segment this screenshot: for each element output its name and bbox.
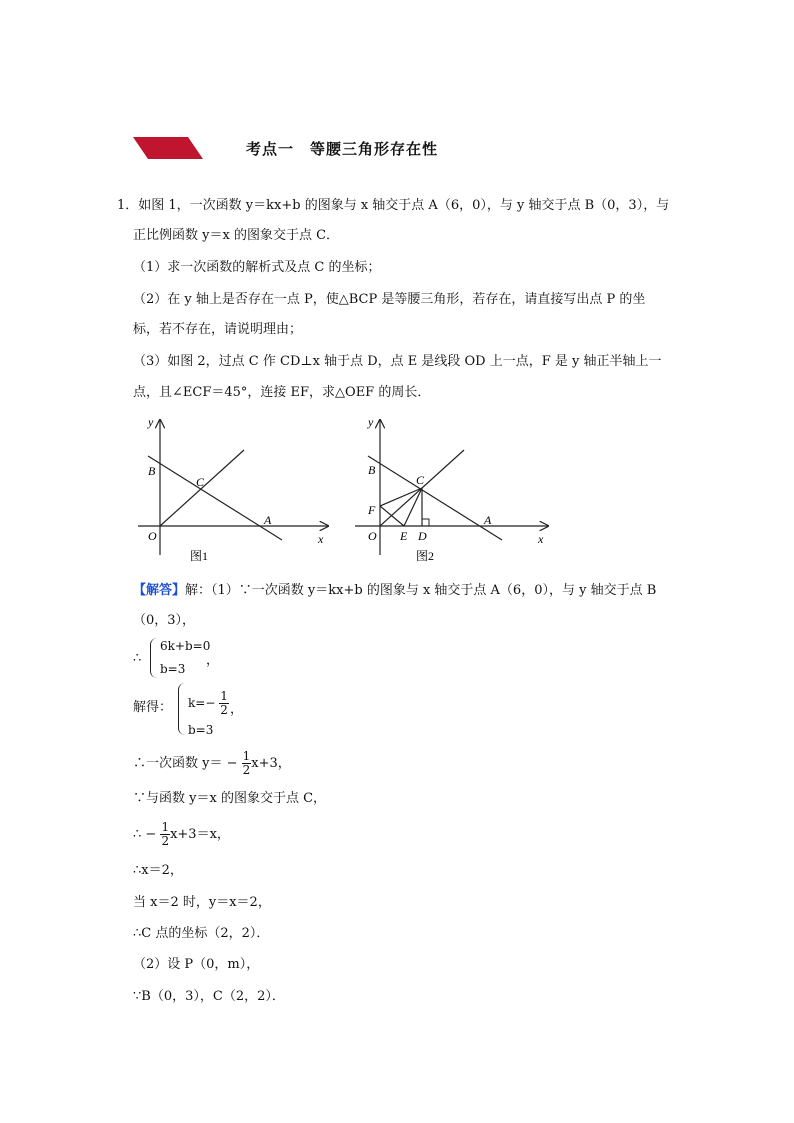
- fraction-denominator: 2: [220, 703, 228, 717]
- fraction-denominator: 2: [242, 763, 251, 777]
- solution-line-1: [133, 582, 656, 600]
- point-e-label: E: [400, 529, 408, 543]
- origin-label: O: [148, 529, 157, 543]
- point-d-label: D: [418, 529, 427, 543]
- line-ab: [368, 456, 502, 540]
- solution-line-2: （0，3），: [133, 613, 196, 628]
- figure-2-caption: 图2: [416, 549, 435, 563]
- point-b-label: B: [368, 463, 376, 477]
- problem-line-7: 点，且∠ECF＝45°，连接 EF，求△OEF 的周长．: [133, 385, 431, 400]
- figure-2: [350, 410, 560, 575]
- system-1-brace: [150, 638, 157, 678]
- solution-line-12: ∵B（0，3），C（2，2）．: [133, 989, 285, 1004]
- solution-line-9: 当 x＝2 时，y＝x＝2，: [133, 895, 271, 910]
- fraction-one-half: [219, 690, 229, 717]
- point-f-label: F: [368, 503, 376, 517]
- segment-ce: [404, 488, 422, 526]
- system-1-eq-2: b=3: [160, 662, 186, 676]
- solved-label: 解得：: [133, 700, 173, 715]
- section-title: 考点一 等腰三角形存在性: [246, 140, 439, 158]
- solution-line-6: ∵与函数 y＝x 的图象交于点 C，: [133, 791, 327, 806]
- x-axis-label: x: [538, 532, 544, 546]
- line-ab: [148, 456, 282, 540]
- problem-line-1: 1．如图 1，一次函数 y＝kx+b 的图象与 x 轴交于点 A（6，0），与 y 轴交于点 B（0，3），与: [117, 198, 670, 213]
- section-banner-shape: [133, 137, 203, 159]
- x-axis-label: x: [318, 532, 324, 546]
- therefore-sign-1: ∴: [133, 651, 142, 666]
- fraction-one-half: [160, 821, 170, 848]
- problem-line-3: （1）求一次函数的解析式及点 C 的坐标；: [133, 260, 381, 275]
- fraction-one-half: [242, 750, 252, 777]
- fraction-numerator: 1: [161, 820, 170, 834]
- figure-1-caption: 图1: [190, 549, 209, 563]
- system-1-comma: ，: [206, 653, 220, 668]
- solution-line-8: ∴x＝2，: [133, 863, 183, 878]
- line-7-suffix: x+3＝x，: [170, 827, 230, 842]
- system-2-k: k=−: [188, 696, 216, 710]
- line-7-prefix: ∴ −: [133, 827, 157, 842]
- system-2-eq-2: b=3: [188, 723, 214, 737]
- system-2-comma: ，: [230, 702, 244, 717]
- y-axis-label: y: [368, 415, 374, 429]
- y-axis-label: y: [148, 415, 154, 429]
- segment-cf: [380, 488, 422, 506]
- point-a-label: A: [484, 513, 492, 527]
- fraction-denominator: 2: [161, 834, 170, 848]
- system-2-brace: [178, 683, 185, 735]
- equation-prefix: ∴一次函数 y＝ −: [133, 756, 238, 771]
- equation-suffix: x+3，: [251, 756, 291, 771]
- system-1-eq-1: 6k+b=0: [160, 639, 211, 653]
- origin-label: O: [368, 529, 377, 543]
- system-2-eq-1: [188, 690, 229, 717]
- point-c-label: C: [196, 475, 205, 489]
- solution-line-1-text: 解：（1）∵一次函数 y＝kx+b 的图象与 x 轴交于点 A（6，0），与 y 轴交于点 B: [185, 583, 657, 598]
- fraction-numerator: 1: [242, 749, 251, 763]
- point-c-label: C: [416, 473, 425, 487]
- figure-1: [130, 410, 340, 575]
- answer-tag: 【解答】: [133, 583, 186, 598]
- solution-equation-line: [133, 750, 291, 777]
- solution-line-7: [133, 821, 230, 848]
- problem-line-6: （3）如图 2，过点 C 作 CD⊥x 轴于点 D，点 E 是线段 OD 上一点，F 是 y 轴正半轴上一: [133, 354, 662, 369]
- point-b-label: B: [148, 464, 156, 478]
- right-angle-mark: [422, 519, 429, 526]
- problem-line-5: 标，若不存在，请说明理由；: [133, 322, 303, 337]
- solution-line-10: ∴C 点的坐标（2，2）．: [133, 926, 270, 941]
- point-a-label: A: [264, 513, 272, 527]
- fraction-numerator: 1: [220, 689, 228, 703]
- problem-line-2: 正比例函数 y＝x 的图象交于点 C．: [133, 228, 340, 243]
- problem-line-4: （2）在 y 轴上是否存在一点 P，使△BCP 是等腰三角形，若存在，请直接写出点 P 的坐: [133, 292, 646, 307]
- solution-line-11: （2）设 P（0，m），: [133, 957, 260, 972]
